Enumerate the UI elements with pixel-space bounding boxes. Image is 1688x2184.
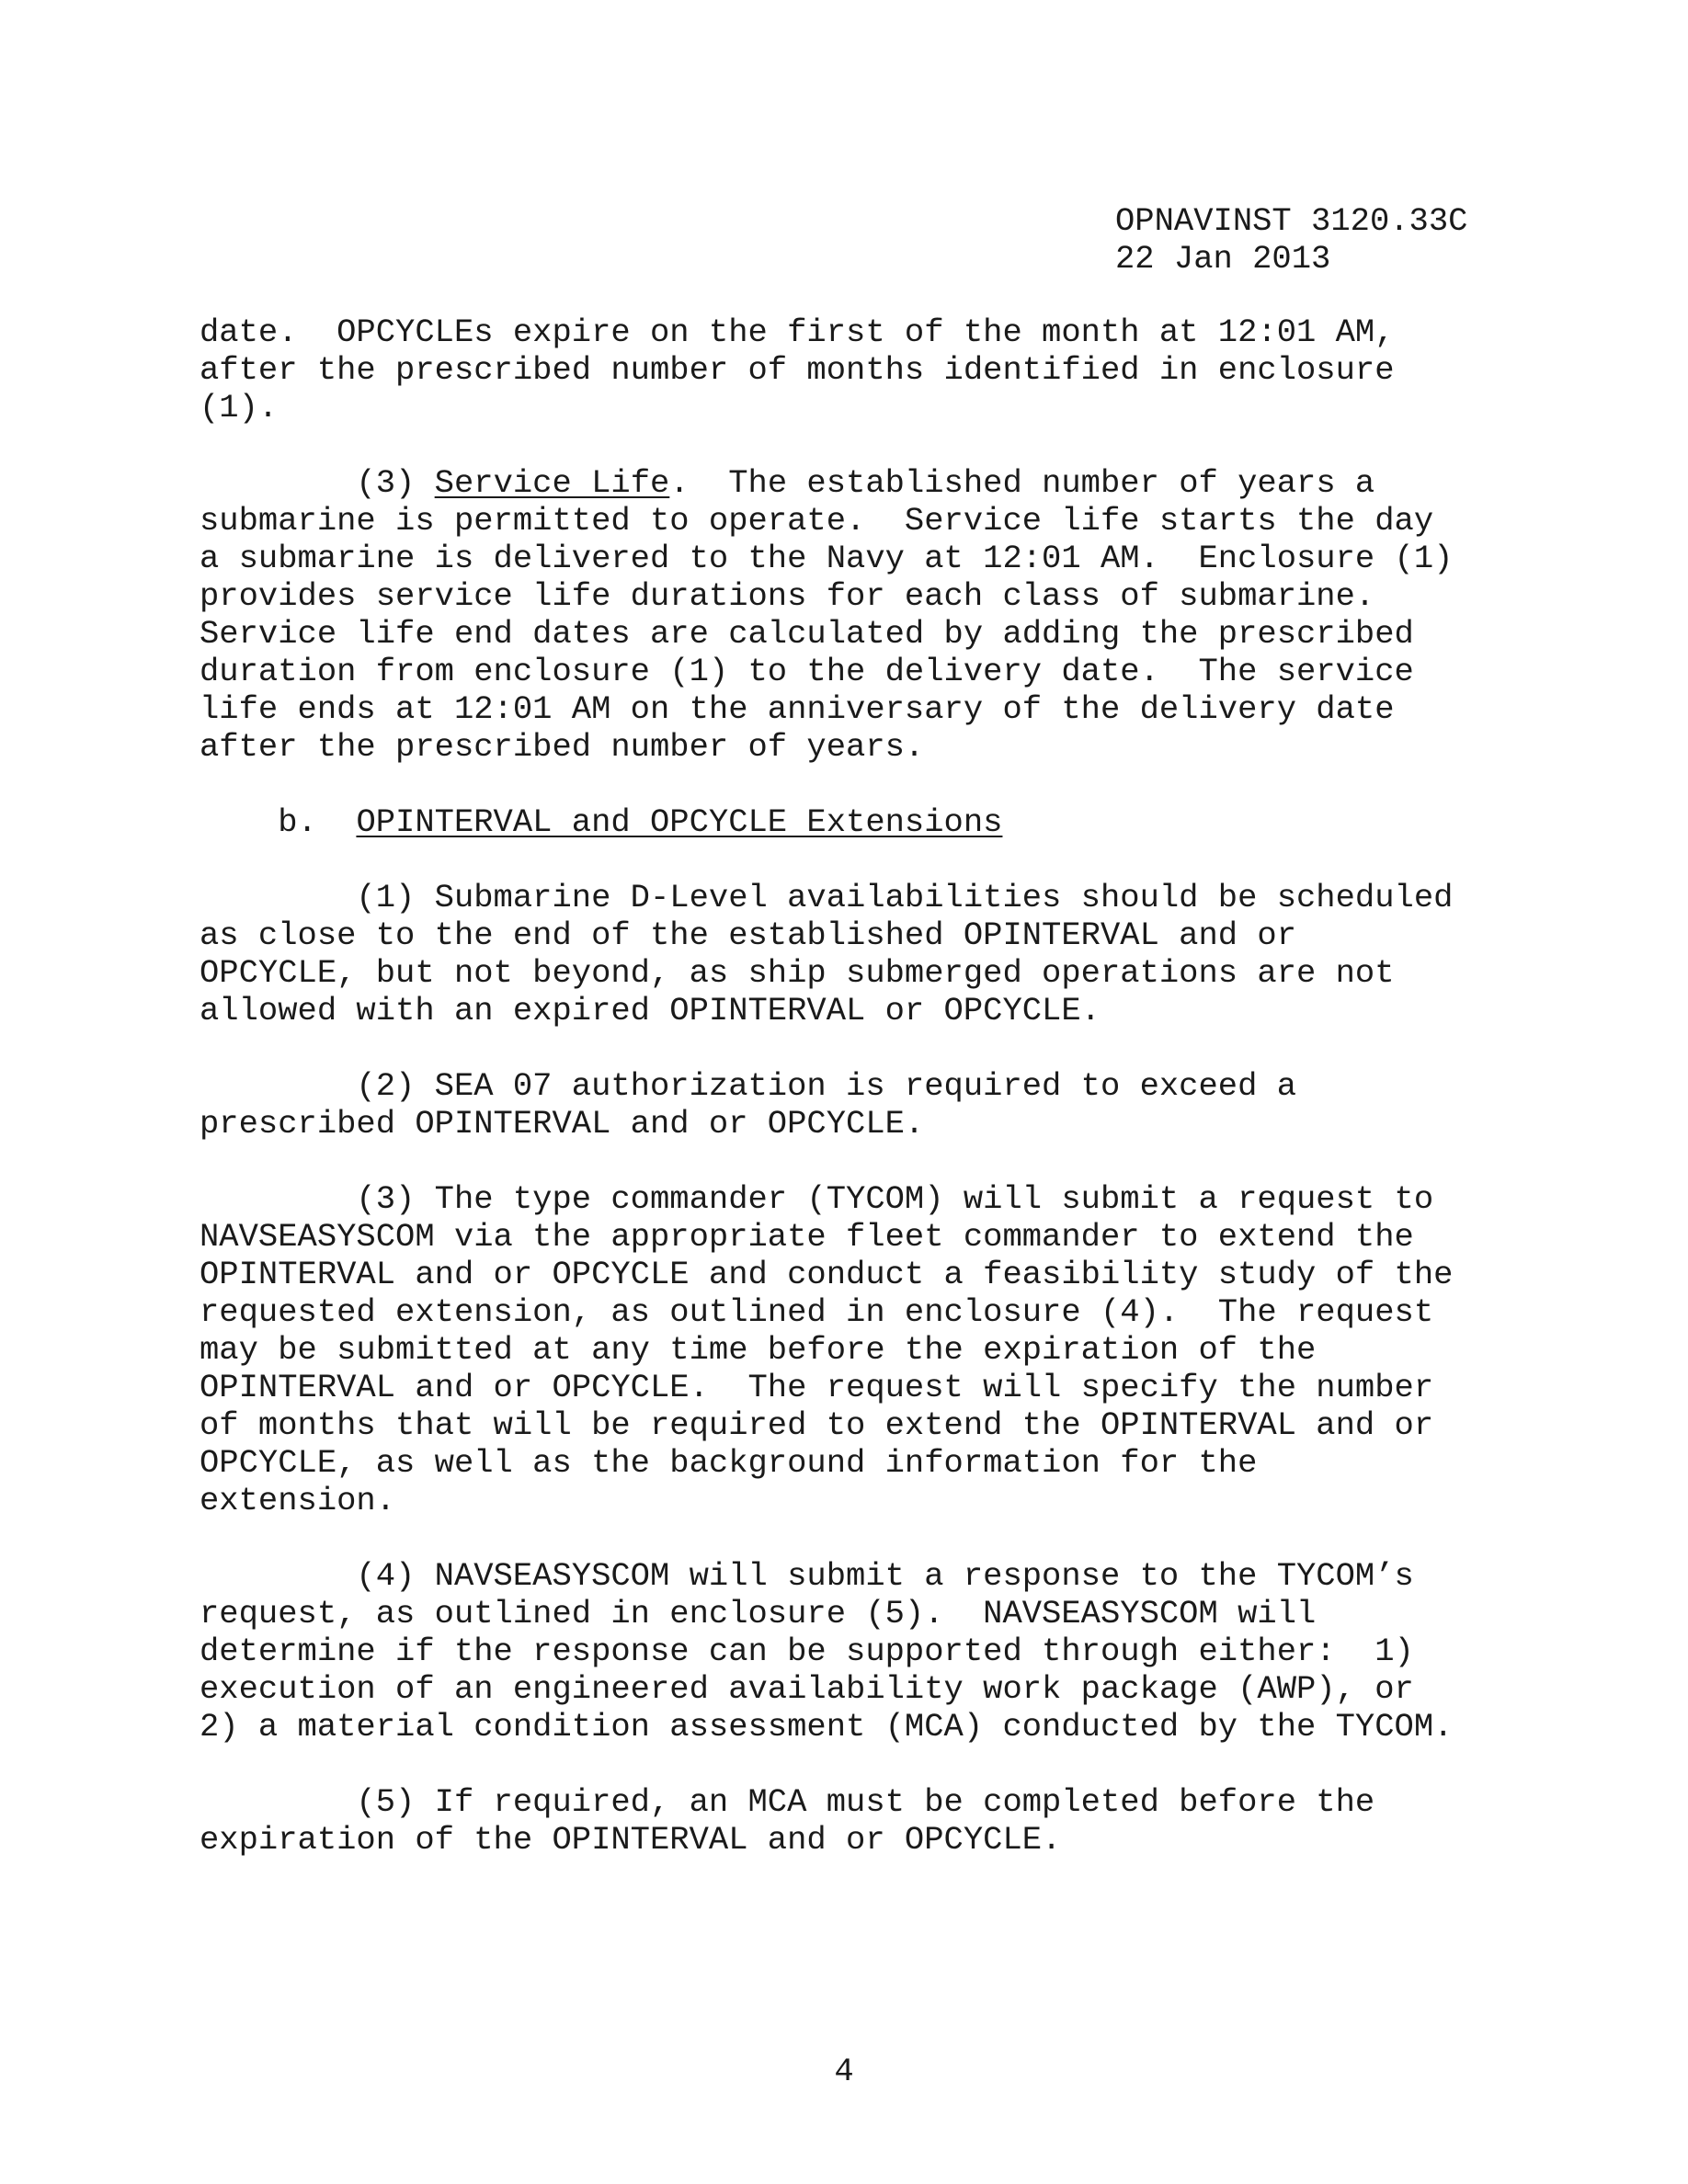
- text-line: provides service life durations for each class of submarine.: [200, 577, 1375, 615]
- text-line: 2) a material condition assessment (MCA) conducted by the TYCOM.: [200, 1708, 1454, 1746]
- text-line: prescribed OPINTERVAL and or OPCYCLE.: [200, 1105, 925, 1143]
- text-line: expiration of the OPINTERVAL and or OPCYCLE.: [200, 1821, 1062, 1859]
- text-line: OPINTERVAL and or OPCYCLE. The request will specify the number: [200, 1369, 1434, 1406]
- text-line: (4) NAVSEASYSCOM will submit a response to the TYCOM’s: [200, 1557, 1414, 1595]
- service-life-heading: Service Life: [434, 464, 670, 502]
- section-letter: b.: [200, 803, 357, 841]
- text-line: Service life end dates are calculated by adding the prescribed: [200, 615, 1414, 653]
- text-line: [200, 464, 1523, 502]
- section-heading-b: [200, 803, 1523, 841]
- text-line: (1).: [200, 389, 279, 427]
- document-date: 22 Jan 2013: [1115, 240, 1331, 278]
- text-line: after the prescribed number of years.: [200, 728, 925, 766]
- text-line: life ends at 12:01 AM on the anniversary of the delivery date: [200, 690, 1395, 728]
- text-line: may be submitted at any time before the expiration of the: [200, 1331, 1317, 1369]
- document-body: [200, 313, 1523, 1859]
- text-line: OPCYCLE, as well as the background information for the: [200, 1444, 1258, 1482]
- text-line: duration from enclosure (1) to the delivery date. The service: [200, 653, 1414, 690]
- paragraph-3: [200, 1180, 1523, 1519]
- paragraph-2: [200, 1067, 1523, 1143]
- page-number: 4: [834, 2053, 854, 2090]
- text-line: (5) If required, an MCA must be completed before the: [200, 1783, 1375, 1821]
- text-line: (1) Submarine D-Level availabilities should be scheduled: [200, 879, 1454, 916]
- text-span: . The established number of years a: [669, 464, 1375, 502]
- text-line: after the prescribed number of months identified in enclosure: [200, 351, 1395, 389]
- paragraph-5: [200, 1783, 1523, 1859]
- text-line: (3) The type commander (TYCOM) will submit a request to: [200, 1180, 1434, 1218]
- text-line: requested extension, as outlined in enclosure (4). The request: [200, 1293, 1434, 1331]
- text-line: a submarine is delivered to the Navy at 12:01 AM. Enclosure (1): [200, 540, 1454, 577]
- paragraph-service-life: [200, 464, 1523, 766]
- text-line: allowed with an expired OPINTERVAL or OPCYCLE.: [200, 992, 1101, 1029]
- text-line: request, as outlined in enclosure (5). NAVSEASYSCOM will: [200, 1595, 1317, 1632]
- section-title: OPINTERVAL and OPCYCLE Extensions: [356, 803, 1003, 841]
- document-id: OPNAVINST 3120.33C: [1115, 202, 1468, 240]
- text-line: OPINTERVAL and or OPCYCLE and conduct a feasibility study of the: [200, 1256, 1454, 1293]
- text-line: extension.: [200, 1482, 396, 1519]
- paragraph-continuation: [200, 313, 1523, 427]
- text-line: execution of an engineered availability work package (AWP), or: [200, 1670, 1414, 1708]
- text-line: submarine is permitted to operate. Service life starts the day: [200, 502, 1434, 540]
- text-line: determine if the response can be supported through either: 1): [200, 1632, 1414, 1670]
- text-line: OPCYCLE, but not beyond, as ship submerged operations are not: [200, 954, 1395, 992]
- text-line: date. OPCYCLEs expire on the first of the month at 12:01 AM,: [200, 313, 1395, 351]
- text-line: as close to the end of the established OPINTERVAL and or: [200, 916, 1296, 954]
- document-header: [1115, 202, 1467, 278]
- item-number: (3): [200, 464, 435, 502]
- text-line: of months that will be required to extend the OPINTERVAL and or: [200, 1406, 1434, 1444]
- paragraph-1: [200, 879, 1523, 1029]
- paragraph-4: [200, 1557, 1523, 1746]
- text-line: (2) SEA 07 authorization is required to exceed a: [200, 1067, 1296, 1105]
- text-line: NAVSEASYSCOM via the appropriate fleet commander to extend the: [200, 1218, 1414, 1256]
